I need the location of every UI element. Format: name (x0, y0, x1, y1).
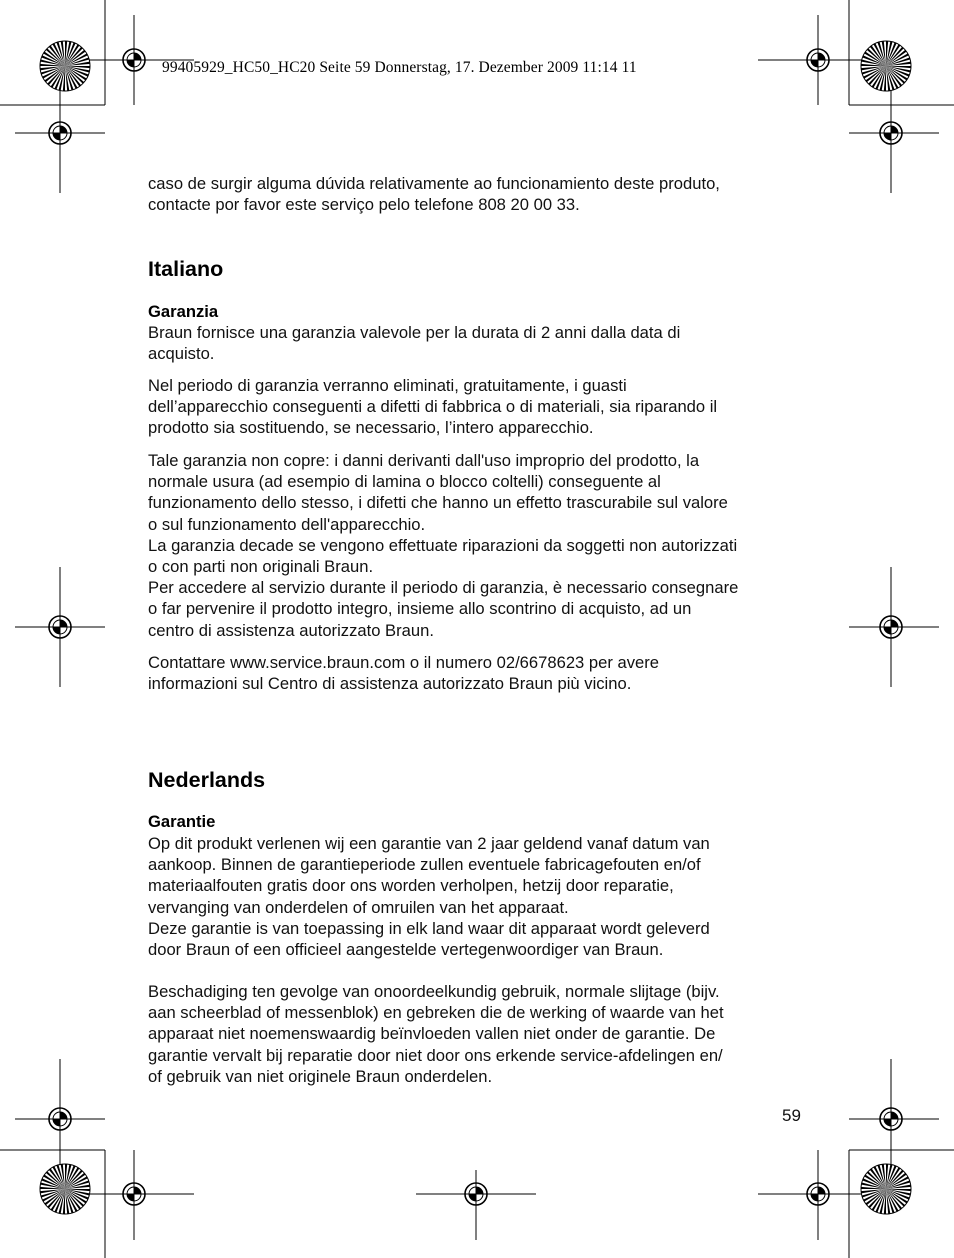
intro-line: caso de surgir alguma dúvida relativamente ao funcionamiento deste produto, (148, 174, 720, 193)
nederlands-paragraph-1 (148, 833, 808, 960)
section-title-italiano: Italiano (148, 257, 224, 281)
subtitle-garanzia: Garanzia (148, 302, 219, 321)
color-star-target-icon (40, 41, 90, 91)
text-line: apparaat niet noemenswaardig beïnvloeden vallen niet onder de garantie. De (148, 1024, 716, 1044)
text-line: prodotto sia sostituendo, se necessario, l’intero apparecchio. (148, 418, 594, 438)
text-line: garantie vervalt bij reparatie door niet door ons erkende service-afdelingen en/ (148, 1045, 723, 1065)
text-line: Contattare www.service.braun.com o il numero 02/6678623 per avere (148, 653, 659, 672)
text-line: Nel periodo di garanzia verranno eliminati, gratuitamente, i guasti (148, 376, 627, 395)
subtitle-garantie: Garantie (148, 812, 216, 831)
text-line: door Braun of een officieel aangestelde vertegenwoordiger van Braun. (148, 940, 664, 960)
text-line: Op dit produkt verlenen wij een garantie van 2 jaar geldend vanaf datum van (148, 834, 710, 853)
italiano-paragraph-2 (148, 375, 808, 439)
text-line: materiaalfouten gratis door ons worden verholpen, hetzij door reparatie, (148, 876, 674, 896)
text-line: dell’apparecchio conseguenti a difetti di fabbrica o di materiali, sia riparando il (148, 397, 718, 417)
italiano-paragraph-1 (148, 322, 808, 364)
text-line: Per accedere al servizio durante il periodo di garanzia, è necessario consegnare (148, 578, 739, 598)
page-number: 59 (782, 1106, 801, 1125)
text-line: normale usura (ad esempio di lamina o blocco coltelli) conseguente al (148, 472, 661, 492)
section-title-nederlands: Nederlands (148, 768, 266, 792)
text-line: La garanzia decade se vengono effettuate riparazioni da soggetti non autorizzati (148, 535, 738, 555)
color-star-target-icon (861, 41, 911, 91)
text-line: aan scheerblad of messenblok) en gebreken die de werking of waarde van het (148, 1003, 724, 1023)
italiano-paragraph-3 (148, 450, 808, 641)
text-line: informazioni sul Centro di assistenza autorizzato Braun più vicino. (148, 674, 632, 694)
text-line: Tale garanzia non copre: i danni derivanti dall'uso improprio del prodotto, la (148, 451, 700, 470)
text-line: Deze garantie is van toepassing in elk land waar dit apparaat wordt geleverd (148, 918, 710, 938)
italiano-paragraph-4 (148, 652, 808, 694)
text-line: Braun fornisce una garanzia valevole per la durata di 2 anni dalla data di (148, 323, 681, 342)
text-line: aankoop. Binnen de garantieperiode zullen eventuele fabricagefouten en/of (148, 855, 701, 875)
text-line: Beschadiging ten gevolge van onoordeelkundig gebruik, normale slijtage (bijv. (148, 982, 720, 1001)
text-line: vervanging van onderdelen of omruilen van het apparaat. (148, 897, 569, 917)
intro-line: contacte por favor este serviço pelo telefone 808 20 00 33. (148, 195, 580, 215)
nederlands-paragraph-2 (148, 981, 808, 1087)
color-star-target-icon (861, 1164, 911, 1214)
text-line: of gebruik van niet originele Braun onderdelen. (148, 1066, 493, 1086)
text-line: o far pervenire il prodotto integro, insieme allo scontrino di acquisto, ad un (148, 599, 692, 619)
print-header: 99405929_HC50_HC20 Seite 59 Donnerstag, 17. Dezember 2009 11:14 11 (162, 59, 637, 76)
intro-paragraph (148, 173, 808, 215)
text-line: o sul funzionamento dell'apparecchio. (148, 514, 426, 534)
text-line: centro di assistenza autorizzato Braun. (148, 620, 434, 640)
text-line: acquisto. (148, 344, 215, 364)
color-star-target-icon (40, 1164, 90, 1214)
text-line: funzionamento dello stesso, i difetti che hanno un effetto trascurabile sul valore (148, 493, 728, 513)
text-line: o con parti non originali Braun. (148, 557, 374, 577)
